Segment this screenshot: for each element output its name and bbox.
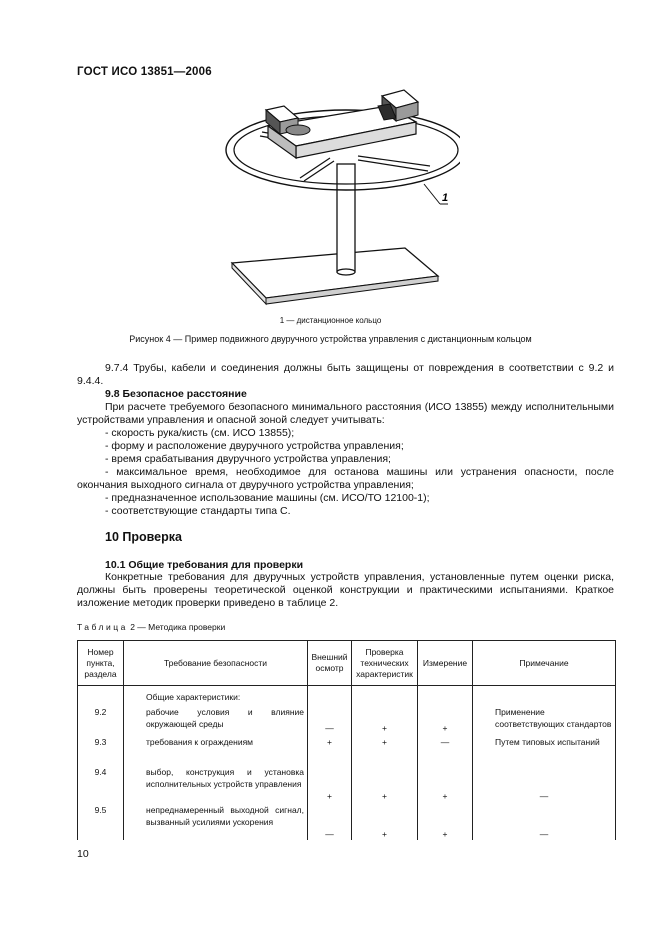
cell-requirement: выбор, конструкция и установка исполнительных устройств управления: [124, 764, 308, 802]
callout-leader: [424, 184, 440, 204]
paragraph-10-1: Конкретные требования для двуручных устройств управления, установленные путем оценки риска, должны быть проверены теоретической оценкой конструкции и практическими испытаниями. Краткое изложение методик проверки приведено в таблице 2.: [77, 571, 614, 609]
section-heading-10-1: 10.1 Общие требования для проверки: [105, 559, 304, 571]
cell-measurement: [418, 686, 473, 704]
table-caption-word: Таблица: [77, 622, 128, 632]
list-item: - форму и расположение двуручного устройства управления;: [105, 440, 404, 452]
cell-technical: +: [352, 734, 418, 764]
table-header-row: [78, 641, 616, 686]
list-item: - время срабатывания двуручного устройства управления;: [105, 453, 391, 465]
cell-measurement: +: [418, 802, 473, 840]
cell-visual: +: [308, 734, 352, 764]
cell-requirement: рабочие условия и влияние окружающей среды: [124, 704, 308, 734]
callout-number: 1: [442, 192, 449, 204]
cell-number: 9.4: [78, 764, 124, 802]
list-item: - предназначенное использование машины (см. ИСО/ТО 12100-1);: [105, 492, 430, 504]
table-caption: [77, 622, 225, 632]
cell-number: 9.2: [78, 704, 124, 734]
paragraph-9-8-text: При расчете требуемого безопасного минимального расстояния (ИСО 13855) между исполнительными устройствами управления и опасной зоной следует учитывать:: [77, 401, 614, 426]
cell-requirement: Общие характеристики:: [124, 686, 308, 704]
cell-number: 9.3: [78, 734, 124, 764]
column-header-note: Примечание: [473, 641, 616, 686]
cell-note: Применение соответствующих стандартов: [473, 704, 616, 734]
cell-measurement: +: [418, 764, 473, 802]
list-item: - соответствующие стандарты типа С.: [105, 505, 291, 517]
table-row: [78, 686, 616, 704]
column-header-technical: Проверка технических характеристик: [352, 641, 418, 686]
cell-note: [473, 686, 616, 704]
cell-requirement: непреднамеренный выходной сигнал, вызванный усилиями ускорения: [124, 802, 308, 840]
column-header-number: Номер пункта, раздела: [78, 641, 124, 686]
cell-note: Путем типовых испытаний: [473, 734, 616, 764]
cell-note: —: [473, 764, 616, 802]
cell-number: 9.5: [78, 802, 124, 840]
verification-table: [77, 640, 616, 840]
figure-caption: Рисунок 4 — Пример подвижного двуручного устройства управления с дистанционным кольцом: [129, 334, 532, 344]
table-row: [78, 802, 616, 840]
cell-technical: [352, 686, 418, 704]
document-header: ГОСТ ИСО 13851—2006: [77, 66, 212, 78]
figure-legend: 1 — дистанционное кольцо: [279, 316, 382, 325]
cell-measurement: —: [418, 734, 473, 764]
column-header-requirement: Требование безопасности: [124, 641, 308, 686]
cell-visual: —: [308, 802, 352, 840]
table-row: [78, 764, 616, 802]
list-item: - скорость рука/кисть (см. ИСО 13855);: [105, 427, 295, 439]
table-caption-title: 2 — Методика проверки: [130, 622, 226, 632]
cell-note: —: [473, 802, 616, 840]
cell-measurement: +: [418, 704, 473, 734]
cell-technical: +: [352, 764, 418, 802]
cell-visual: +: [308, 764, 352, 802]
paragraph-9-8: [77, 401, 614, 518]
table-row: [78, 734, 616, 764]
column-header-measurement: Измерение: [418, 641, 473, 686]
cell-technical: +: [352, 704, 418, 734]
table-row: [78, 704, 616, 734]
cell-technical: +: [352, 802, 418, 840]
list-item: - максимальное время, необходимое для останова машины или устранения опасности, после окончания выходного сигнала от двуручного устройства управления;: [77, 466, 614, 491]
figure-two-hand-control-device: [200, 88, 460, 318]
page-number: 10: [77, 848, 89, 860]
column-header-visual: Внешний осмотр: [308, 641, 352, 686]
cell-visual: —: [308, 704, 352, 734]
section-heading-10: 10 Проверка: [105, 530, 182, 544]
section-heading-9-8: 9.8 Безопасное расстояние: [105, 388, 247, 400]
cell-requirement: требования к ограждениям: [124, 734, 308, 764]
cell-visual: [308, 686, 352, 704]
column: [337, 164, 355, 272]
cell-number: [78, 686, 124, 704]
paragraph-9-7-4: 9.7.4 Трубы, кабели и соединения должны быть защищены от повреждения в соответствии с 9.2 и 9.4.4.: [77, 362, 614, 387]
